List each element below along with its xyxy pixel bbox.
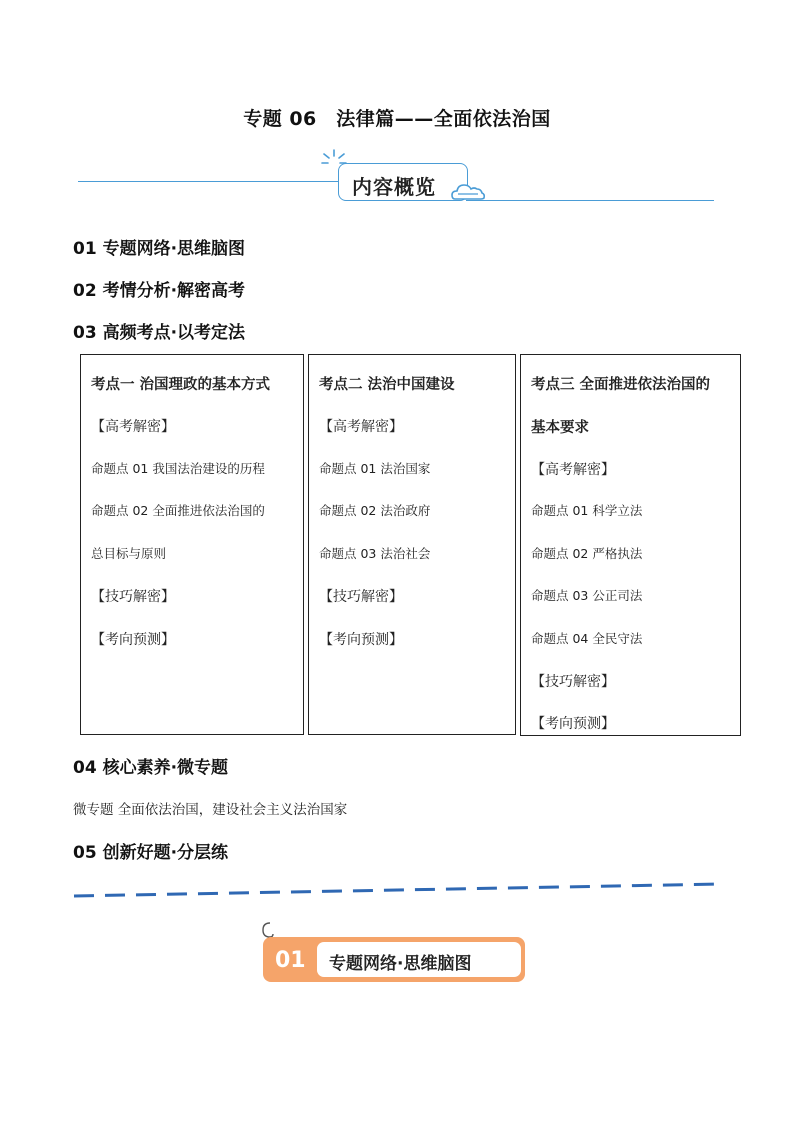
topic-3-exam-analysis: 【高考解密】 bbox=[531, 462, 615, 478]
topic-1-point-02: 命题点 02 全面推进依法治国的 bbox=[91, 503, 265, 518]
chip-number: 01 bbox=[275, 948, 306, 973]
cloud-icon bbox=[450, 181, 486, 203]
topic-1-skill-analysis: 【技巧解密】 bbox=[91, 589, 175, 605]
topic-2-exam-analysis: 【高考解密】 bbox=[319, 419, 403, 435]
banner-left-line bbox=[78, 181, 338, 182]
section-heading-01: 01 专题网络·思维脑图 bbox=[73, 239, 246, 259]
section-heading-03: 03 高频考点·以考定法 bbox=[73, 323, 246, 343]
topic-3-skill-analysis: 【技巧解密】 bbox=[531, 674, 615, 690]
topic-2-heading: 考点二 法治中国建设 bbox=[319, 377, 455, 393]
topic-2-point-01: 命题点 01 法治国家 bbox=[319, 461, 431, 476]
topic-3-point-03: 命题点 03 公正司法 bbox=[531, 588, 643, 603]
topic-1-exam-analysis: 【高考解密】 bbox=[91, 419, 175, 435]
topic-2-skill-analysis: 【技巧解密】 bbox=[319, 589, 403, 605]
section-heading-05: 05 创新好题·分层练 bbox=[73, 843, 229, 863]
topic-2-forecast: 【考向预测】 bbox=[319, 632, 403, 648]
topic-2-point-03: 命题点 03 法治社会 bbox=[319, 546, 431, 561]
topic-3-point-04: 命题点 04 全民守法 bbox=[531, 631, 643, 646]
topic-3-point-02: 命题点 02 严格执法 bbox=[531, 546, 643, 561]
page-title: 专题 06 法律篇——全面依法治国 bbox=[243, 108, 551, 130]
banner-label: 内容概览 bbox=[352, 175, 436, 199]
topic-3-point-01: 命题点 01 科学立法 bbox=[531, 503, 643, 518]
topic-1-point-02-cont: 总目标与原则 bbox=[91, 546, 167, 561]
topic-3-forecast: 【考向预测】 bbox=[531, 716, 615, 732]
topic-3-heading-cont: 基本要求 bbox=[531, 420, 589, 436]
topic-1-forecast: 【考向预测】 bbox=[91, 632, 175, 648]
banner-right-line bbox=[466, 200, 714, 201]
topic-1-point-01: 命题点 01 我国法治建设的历程 bbox=[91, 461, 265, 476]
dashed-divider bbox=[72, 880, 724, 900]
chip-label: 专题网络·思维脑图 bbox=[329, 954, 472, 974]
micro-topic-line: 微专题 全面依法治国，建设社会主义法治国家 bbox=[73, 802, 348, 818]
topic-3-heading: 考点三 全面推进依法治国的 bbox=[531, 377, 711, 393]
topic-2-point-02: 命题点 02 法治政府 bbox=[319, 503, 431, 518]
section-heading-02: 02 考情分析·解密高考 bbox=[73, 281, 246, 301]
topic-1-heading: 考点一 治国理政的基本方式 bbox=[91, 377, 271, 393]
section-heading-04: 04 核心素养·微专题 bbox=[73, 758, 229, 778]
